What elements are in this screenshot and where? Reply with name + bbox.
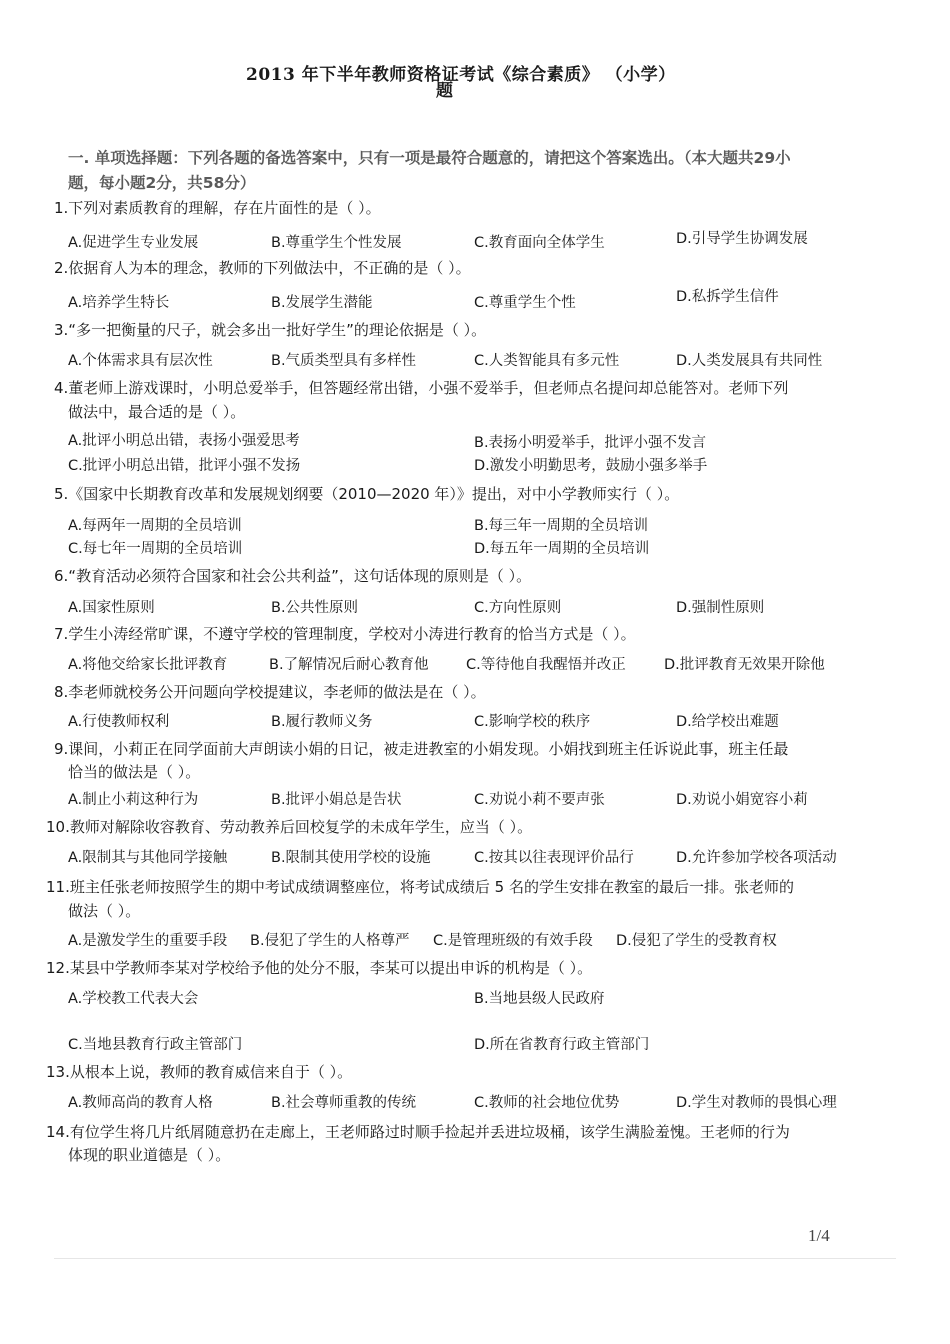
q9-option-a: A.制止小莉这种行为 (68, 792, 199, 808)
question-11-continuation: 做法（ ）。 (68, 902, 141, 920)
q12-option-d: D.所在省教育行政主管部门 (474, 1037, 650, 1053)
q11-option-d: D.侵犯了学生的受教育权 (616, 933, 777, 949)
q12-option-a: A.学校教工代表大会 (68, 991, 199, 1007)
q2-option-d: D.私拆学生信件 (676, 289, 779, 305)
q2-option-c: C.尊重学生个性 (474, 295, 576, 311)
q10-option-a: A.限制其与其他同学接触 (68, 850, 228, 866)
question-4: 4.董老师上游戏课时，小明总爱举手，但答题经常出错，小强不爱举手，但老师点名提问却总能答对。老师下列 (54, 379, 789, 397)
q3-option-b: B.气质类型具有多样性 (271, 353, 417, 369)
q8-option-d: D.给学校出难题 (676, 714, 779, 730)
question-14: 14.有位学生将几片纸屑随意扔在走廊上，王老师路过时顺手捡起并丢进垃圾桶，该学生满脸羞愧。王老师的行为 (46, 1123, 790, 1141)
q4-option-a: A.批评小明总出错，表扬小强爱思考 (68, 433, 300, 449)
q6-option-d: D.强制性原则 (676, 600, 765, 616)
exam-title: 2013 年下半年教师资格证考试《综合素质》 （小学） (246, 65, 676, 85)
question-14-continuation: 体现的职业道德是（ ）。 (68, 1146, 231, 1164)
question-6: 6.“教育活动必须符合国家和社会公共利益”，这句话体现的原则是（ ）。 (54, 567, 532, 585)
question-5: 5.《国家中长期教育改革和发展规划纲要（2010—2020 年）》提出，对中小学教师实行（ ）。 (54, 485, 680, 503)
q6-option-b: B.公共性原则 (271, 600, 359, 616)
q11-option-c: C.是管理班级的有效手段 (433, 933, 593, 949)
question-7: 7.学生小涛经常旷课，不遵守学校的管理制度，学校对小涛进行教育的恰当方式是（ ）。 (54, 625, 636, 643)
question-9: 9.课间，小莉正在同学面前大声朗读小娟的日记，被走进教室的小娟发现。小娟找到班主任诉说此事，班主任最 (54, 740, 789, 758)
q9-option-b: B.批评小娟总是告状 (271, 792, 402, 808)
question-13: 13.从根本上说，教师的教育威信来自于（ ）。 (46, 1063, 353, 1081)
page-number: 1/4 (808, 1226, 830, 1245)
q5-option-a: A.每两年一周期的全员培训 (68, 518, 242, 534)
question-4-continuation: 做法中，最合适的是（ ）。 (68, 403, 246, 421)
q3-option-c: C.人类智能具有多元性 (474, 353, 620, 369)
q10-option-c: C.按其以往表现评价品行 (474, 850, 634, 866)
q13-option-a: A.教师高尚的教育人格 (68, 1095, 213, 1111)
q12-option-b: B.当地县级人民政府 (474, 991, 605, 1007)
footer-divider (54, 1258, 896, 1259)
question-12: 12.某县中学教师李某对学校给予他的处分不服，李某可以提出申诉的机构是（ ）。 (46, 959, 593, 977)
section-heading-line-2: 题，每小题2分，共58分） (68, 174, 256, 192)
exam-title-continuation: 题 (436, 81, 454, 101)
q6-option-c: C.方向性原则 (474, 600, 562, 616)
q8-option-a: A.行使教师权利 (68, 714, 170, 730)
q8-option-b: B.履行教师义务 (271, 714, 373, 730)
q13-option-c: C.教师的社会地位优势 (474, 1095, 620, 1111)
q2-option-a: A.培养学生特长 (68, 295, 170, 311)
question-8: 8.李老师就校务公开问题向学校提建议，李老师的做法是在（ ）。 (54, 683, 486, 701)
question-3: 3.“多一把衡量的尺子，就会多出一批好学生”的理论依据是（ ）。 (54, 321, 487, 339)
q5-option-c: C.每七年一周期的全员培训 (68, 541, 243, 557)
q2-option-b: B.发展学生潜能 (271, 295, 373, 311)
q11-option-b: B.侵犯了学生的人格尊严 (250, 933, 410, 949)
q13-option-b: B.社会尊师重教的传统 (271, 1095, 417, 1111)
q3-option-a: A.个体需求具有层次性 (68, 353, 213, 369)
section-heading-line-1: 一. 单项选择题：下列各题的备选答案中，只有一项是最符合题意的，请把这个答案选出。（本大题共29小 (68, 149, 791, 167)
question-2: 2.依据育人为本的理念，教师的下列做法中，不正确的是（ ）。 (54, 259, 471, 277)
q1-option-d: D.引导学生协调发展 (676, 231, 808, 247)
question-9-continuation: 恰当的做法是（ ）。 (68, 763, 201, 781)
q12-option-c: C.当地县教育行政主管部门 (68, 1037, 243, 1053)
question-10: 10.教师对解除收容教育、劳动教养后回校复学的未成年学生，应当（ ）。 (46, 818, 533, 836)
q4-option-c: C.批评小明总出错，批评小强不发扬 (68, 458, 301, 474)
q13-option-d: D.学生对教师的畏惧心理 (676, 1095, 837, 1111)
q11-option-a: A.是激发学生的重要手段 (68, 933, 228, 949)
q7-option-d: D.批评教育无效果开除他 (664, 657, 825, 673)
q9-option-c: C.劝说小莉不要声张 (474, 792, 605, 808)
q7-option-c: C.等待他自我醒悟并改正 (466, 657, 626, 673)
question-11: 11.班主任张老师按照学生的期中考试成绩调整座位，将考试成绩后 5 名的学生安排在教室的最后一排。张老师的 (46, 878, 794, 896)
section-heading (68, 146, 868, 196)
q4-option-b: B.表扬小明爱举手，批评小强不发言 (474, 435, 707, 451)
q10-option-d: D.允许参加学校各项活动 (676, 850, 837, 866)
q4-option-d: D.激发小明勤思考，鼓励小强多举手 (474, 458, 708, 474)
q6-option-a: A.国家性原则 (68, 600, 155, 616)
q1-option-c: C.教育面向全体学生 (474, 235, 605, 251)
question-1: 1.下列对素质教育的理解，存在片面性的是（ ）。 (54, 199, 381, 217)
q5-option-d: D.每五年一周期的全员培训 (474, 541, 650, 557)
q5-option-b: B.每三年一周期的全员培训 (474, 518, 649, 534)
q1-option-b: B.尊重学生个性发展 (271, 235, 402, 251)
q10-option-b: B.限制其使用学校的设施 (271, 850, 431, 866)
q7-option-a: A.将他交给家长批评教育 (68, 657, 228, 673)
q9-option-d: D.劝说小娟宽容小莉 (676, 792, 808, 808)
q7-option-b: B.了解情况后耐心教育他 (269, 657, 429, 673)
q8-option-c: C.影响学校的秩序 (474, 714, 591, 730)
q1-option-a: A.促进学生专业发展 (68, 235, 199, 251)
q3-option-d: D.人类发展具有共同性 (676, 353, 823, 369)
